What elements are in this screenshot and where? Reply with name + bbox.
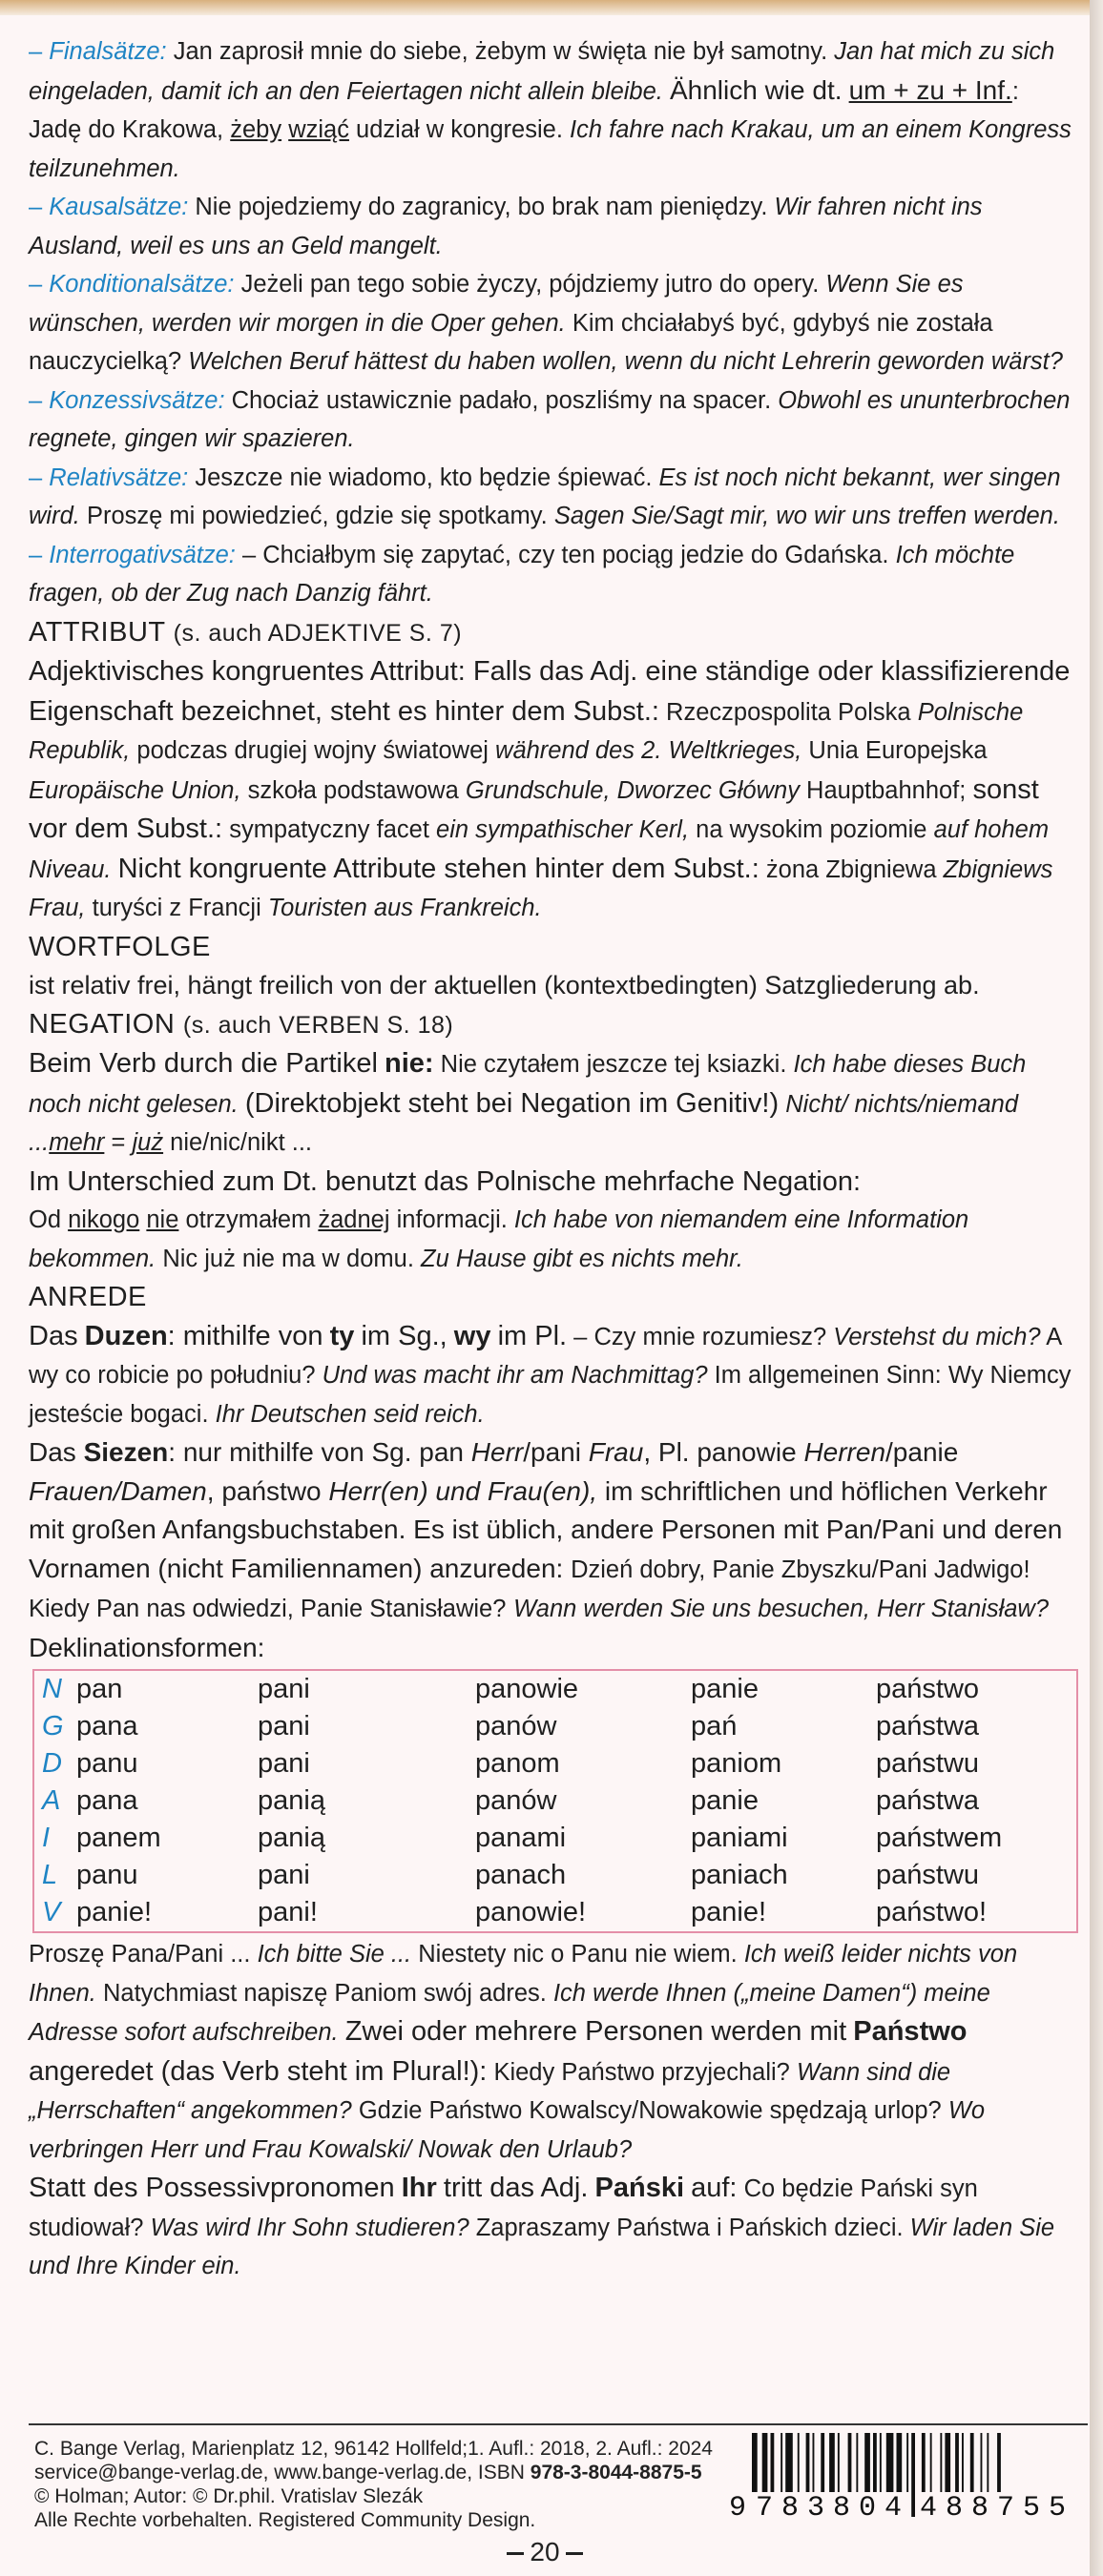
case-label: I <box>42 1823 51 1853</box>
konditionalsaetze-block: – Konditionalsätze: Jeżeli pan tego sobie życzy, pójdziemy jutro do opery. Wenn Sie es wünschen, werden wir morgen in die Oper gehen. Kim chciałabyś być, gdybyś nie została nauczycielką? Welchen Beruf hättest du haben wollen, wenn du nicht Lehrerin geworden wärst? <box>29 271 1063 375</box>
footer <box>29 2423 1088 2530</box>
declension-cell: pani <box>258 1860 310 1890</box>
barcode-right-digits: 488755 <box>920 2492 1075 2517</box>
declension-cell: pani <box>258 1748 310 1779</box>
declension-cell: panie! <box>691 1897 767 1927</box>
declension-row <box>33 1894 1077 1932</box>
imprint <box>34 2437 713 2532</box>
declension-cell: panem <box>76 1823 161 1853</box>
declension-cell: pań <box>691 1711 738 1741</box>
case-label: V <box>42 1897 61 1927</box>
imprint-line-4: Alle Rechte vorbehalten. Registered Community Design. <box>34 2509 536 2531</box>
declension-cell: panie! <box>76 1897 153 1927</box>
case-label: N <box>42 1674 62 1704</box>
declension-cell: paniami <box>691 1823 788 1853</box>
relativsaetze-block: – Relativsätze: Jeszcze nie wiadomo, kto będzie śpiewać. Es ist noch nicht bekannt, wer singen wird. Proszę mi powiedzieć, gdzie się spotkamy. Sagen Sie/Sagt mir, wo wir uns treffen werden. <box>29 464 1061 529</box>
declension-cell: państwem <box>876 1823 1003 1853</box>
anrede-heading: ANREDE <box>29 1282 147 1312</box>
declension-cell: państwo! <box>876 1897 988 1927</box>
attribut-heading: ATTRIBUT (s. auch ADJEKTIVE S. 7) <box>29 616 463 648</box>
attribut-text: Adjektivisches kongruentes Attribut: Falls das Adj. eine ständige oder klassifizierende Eigenschaft bezeichnet, steht es hinter dem Subst.: Rzeczpospolita Polska Polnische Republik, podczas drugiej wojny światowej während des 2. Weltkrieges, Unia Europejska Europäische Union, szkoła podstawowa Grundschule, Dworzec Główny Hauptbahnhof; sonst vor dem Subst.: sympatyczny facet ein sympathischer Kerl, na wysokim poziomie auf hohem Niveau. Nicht kongruente Attribute stehen hinter dem Subst.: żona Zbigniewa Zbigniews Frau, turyści z Francji Touristen aus Frankreich. <box>29 656 1071 921</box>
possessiv-text: Statt des Possessivpronomen Ihr tritt das Adj. Pański auf: Co będzie Pański syn studiował? Was wird Ihr Sohn studieren? Zapraszamy Państwa i Pańskich dzieci. Wir laden Sie und Ihre Kinder ein. <box>29 2173 1055 2279</box>
declension-cell: pana <box>76 1711 138 1741</box>
declension-cell: paniom <box>691 1748 782 1779</box>
case-label: D <box>42 1748 62 1779</box>
declension-row <box>33 1857 1077 1894</box>
case-label: A <box>42 1785 61 1816</box>
declension-cell: panią <box>258 1785 325 1816</box>
anrede-siezen: Das Siezen: nur mithilfe von Sg. pan Herr/pani Frau, Pl. panowie Herren/panie Frauen/Damen, państwo Herr(en) und Frau(en), im schriftlichen und höflichen Verkehr mit großen Anfangsbuchstaben. Es ist üblich, andere Personen mit Pan/Pani und deren Vornamen (nicht Familiennamen) anzureden: Dzień dobry, Panie Zbyszku/Pani Jadwigo! Kiedy Pan nas odwiedzi, Panie Stanisławie? Wann werden Sie uns besuchen, Herr Stanisław? Deklinationsformen: <box>29 1437 1063 1662</box>
declension-cell: pani! <box>258 1897 318 1927</box>
negation-example: Od nikogo nie otrzymałem żadnej informacji. Ich habe von niemandem eine Information bekommen. Nic już nie ma w domu. Zu Hause gibt es nichts mehr. <box>29 1206 969 1272</box>
declension-cell: panami <box>475 1823 567 1853</box>
declension-cell: pani <box>258 1711 310 1741</box>
declension-cell: pana <box>76 1785 138 1816</box>
declension-cell: państwa <box>876 1785 980 1816</box>
case-label: G <box>42 1711 64 1741</box>
imprint-line-3: © Holman; Autor: © Dr.phil. Vratislav Slezák <box>34 2485 424 2507</box>
declension-cell: panu <box>76 1860 138 1890</box>
wortfolge-text: ist relativ frei, hängt freilich von der aktuellen (kontextbedingten) Satzgliederung ab. <box>29 971 980 999</box>
declension-row <box>33 1708 1077 1745</box>
declension-row <box>33 1745 1077 1783</box>
imprint-line-1: C. Bange Verlag, Marienplatz 12, 96142 Hollfeld;1. Aufl.: 2018, 2. Aufl.: 2024 <box>34 2438 713 2460</box>
declension-cell: panów <box>475 1711 557 1741</box>
declension-cell: panowie <box>475 1674 579 1704</box>
declension-cell: państwu <box>876 1860 980 1890</box>
case-label: L <box>42 1860 58 1890</box>
declension-cell: panie <box>691 1785 759 1816</box>
after-table-text: Proszę Pana/Pani ... Ich bitte Sie ... Niestety nic o Panu nie wiem. Ich weiß leider nichts von Ihnen. Natychmiast napiszę Paniom swój adres. Ich werde Ihnen („meine Damen“) meine Adresse sofort aufschreiben. Zwei oder mehrere Personen werden mit Państwo angeredet (das Verb steht im Plural!): Kiedy Państwo przyjechali? Wann sind die „Herrschaften“ angekommen? Gdzie Państwo Kowalscy/Nowakowie spędzają urlop? Wo verbringen Herr und Frau Kowalski/ Nowak den Urlaub? <box>29 1941 1018 2163</box>
declension-cell: panu <box>76 1748 138 1779</box>
declension-cell: państwo <box>876 1674 980 1704</box>
declension-cell: panią <box>258 1823 325 1853</box>
negation-multiple: Im Unterschied zum Dt. benutzt das Polnische mehrfache Negation: <box>29 1165 862 1197</box>
barcode-left-digits: 783804 <box>756 2492 911 2517</box>
anrede-duzen: Das Duzen: mithilfe von ty im Sg., wy im Pl. – Czy mnie rozumiesz? Verstehst du mich? A wy co robicie po południu? Und was macht ihr am Nachmittag? Im allgemeinen Sinn: Wy Niemcy jesteście bogaci. Ihr Deutschen seid reich. <box>29 1320 1072 1428</box>
declension-cell: panowie! <box>475 1897 587 1927</box>
declension-cell: państwu <box>876 1748 980 1779</box>
declension-cell: panów <box>475 1785 557 1816</box>
imprint-line-2: service@bange-verlag.de, www.bange-verlag.de, ISBN 978-3-8044-8875-5 <box>34 2462 702 2483</box>
declension-cell: pani <box>258 1674 310 1704</box>
declension-row <box>33 1820 1077 1857</box>
barcode-first-digit: 9 <box>729 2492 747 2517</box>
page-number: 20 <box>0 2537 1090 2567</box>
isbn-barcode <box>727 2433 1086 2517</box>
konzessivsaetze-block: – Konzessivsätze: Chociaż ustawicznie padało, poszliśmy na spacer. Obwohl es ununterbrochen regnete, gingen wir spazieren. <box>29 386 1071 452</box>
page-edge <box>1090 0 1103 2576</box>
barcode-bar <box>911 2433 915 2517</box>
finalsaetze-block: – Finalsätze: Jan zaprosił mnie do siebe, żebym w święta nie był samotny. Jan hat mich zu sich eingeladen, damit ich an den Feiertagen nicht allein bleibe. Ähnlich wie dt. um + zu + Inf.: Jadę do Krakowa, żeby wziąć udział w kongresie. Ich fahre nach Krakau, um an einem Kongress teilzunehmen. <box>29 38 1072 182</box>
negation-text: Beim Verb durch die Partikel nie: Nie czytałem jeszcze tej ksiazki. Ich habe dieses Buch noch nicht gelesen. (Direktobjekt steht bei Negation im Genitiv!) Nicht/ nichts/niemand ...mehr = już nie/nic/nikt ... <box>29 1048 1027 1156</box>
main-content <box>29 32 1076 2286</box>
declension-cell: panie <box>691 1674 759 1704</box>
top-band <box>0 0 1090 15</box>
declension-table <box>32 1669 1078 1933</box>
negation-heading: NEGATION (s. auch VERBEN S. 18) <box>29 1008 454 1040</box>
declension-cell: paniach <box>691 1860 788 1890</box>
declension-row <box>33 1783 1077 1820</box>
declension-row <box>33 1670 1077 1708</box>
wortfolge-heading: WORTFOLGE <box>29 931 211 962</box>
declension-cell: pan <box>76 1674 123 1704</box>
interrogativsaetze-block: – Interrogativsätze: – Chciałbym się zapytać, czy ten pociąg jedzie do Gdańska. Ich möchte fragen, ob der Zug nach Danzig fährt. <box>29 541 1015 607</box>
declension-cell: państwa <box>876 1711 980 1741</box>
declension-cell: panom <box>475 1748 560 1779</box>
declension-cell: panach <box>475 1860 567 1890</box>
kausalsaetze-block: – Kausalsätze: Nie pojedziemy do zagranicy, bo brak nam pieniędzy. Wir fahren nicht ins Ausland, weil es uns an Geld mangelt. <box>29 194 983 259</box>
